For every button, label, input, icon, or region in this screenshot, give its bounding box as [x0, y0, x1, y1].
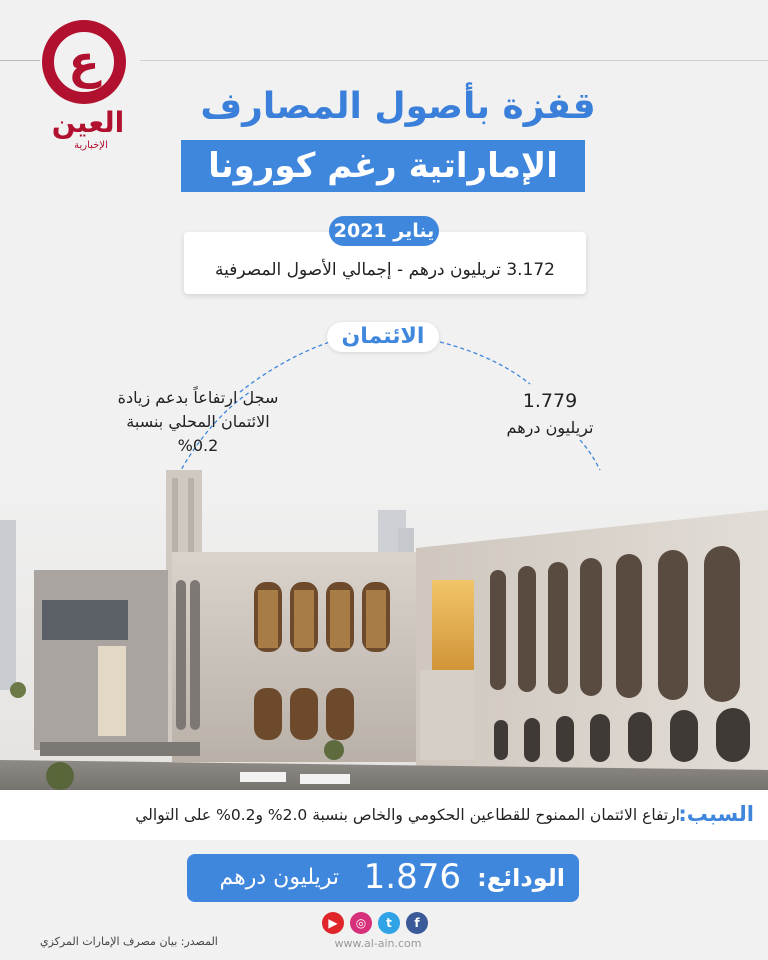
headline-line-2: الإماراتية رغم كورونا — [181, 140, 585, 192]
source-note: المصدر: بيان مصرف الإمارات المركزي — [40, 935, 218, 948]
total-assets-text: 3.172 تريليون درهم - إجمالي الأصول المصرفية — [215, 260, 555, 280]
headline-line-1: قفزة بأصول المصارف — [178, 84, 618, 130]
twitter-icon[interactable]: t — [378, 912, 400, 934]
date-badge: يناير 2021 — [329, 216, 439, 246]
logo-subtitle: الإخبارية — [74, 140, 108, 151]
deposits-badge — [187, 854, 579, 902]
cause-text: ارتفاع الائتمان الممنوح للقطاعين الحكومي والخاص بنسبة 2.0% و0.2% على التوالي — [135, 806, 680, 824]
credit-title-badge: الائتمان — [327, 322, 439, 352]
deposits-label: الودائع: — [477, 864, 565, 892]
website-link[interactable]: www.al-ain.com — [334, 937, 422, 950]
cause-label: السبب: — [678, 802, 754, 826]
credit-value: 1.779 — [522, 390, 578, 412]
logo-name: العين — [51, 106, 125, 139]
deposits-value: 1.876 — [363, 857, 461, 897]
youtube-icon[interactable]: ▶ — [322, 912, 344, 934]
instagram-icon[interactable]: ◎ — [350, 912, 372, 934]
social-icons — [322, 912, 434, 936]
central-bank-building-photo — [0, 470, 768, 800]
logo-glyph: ع — [68, 35, 100, 89]
credit-unit: تريليون درهم — [506, 418, 594, 437]
deposits-unit: تريليون درهم — [219, 865, 339, 890]
facebook-icon[interactable]: f — [406, 912, 428, 934]
credit-note: سجل ارتفاعاً بدعم زيادة الائتمان المحلي بنسبة 0.2% — [117, 388, 279, 455]
